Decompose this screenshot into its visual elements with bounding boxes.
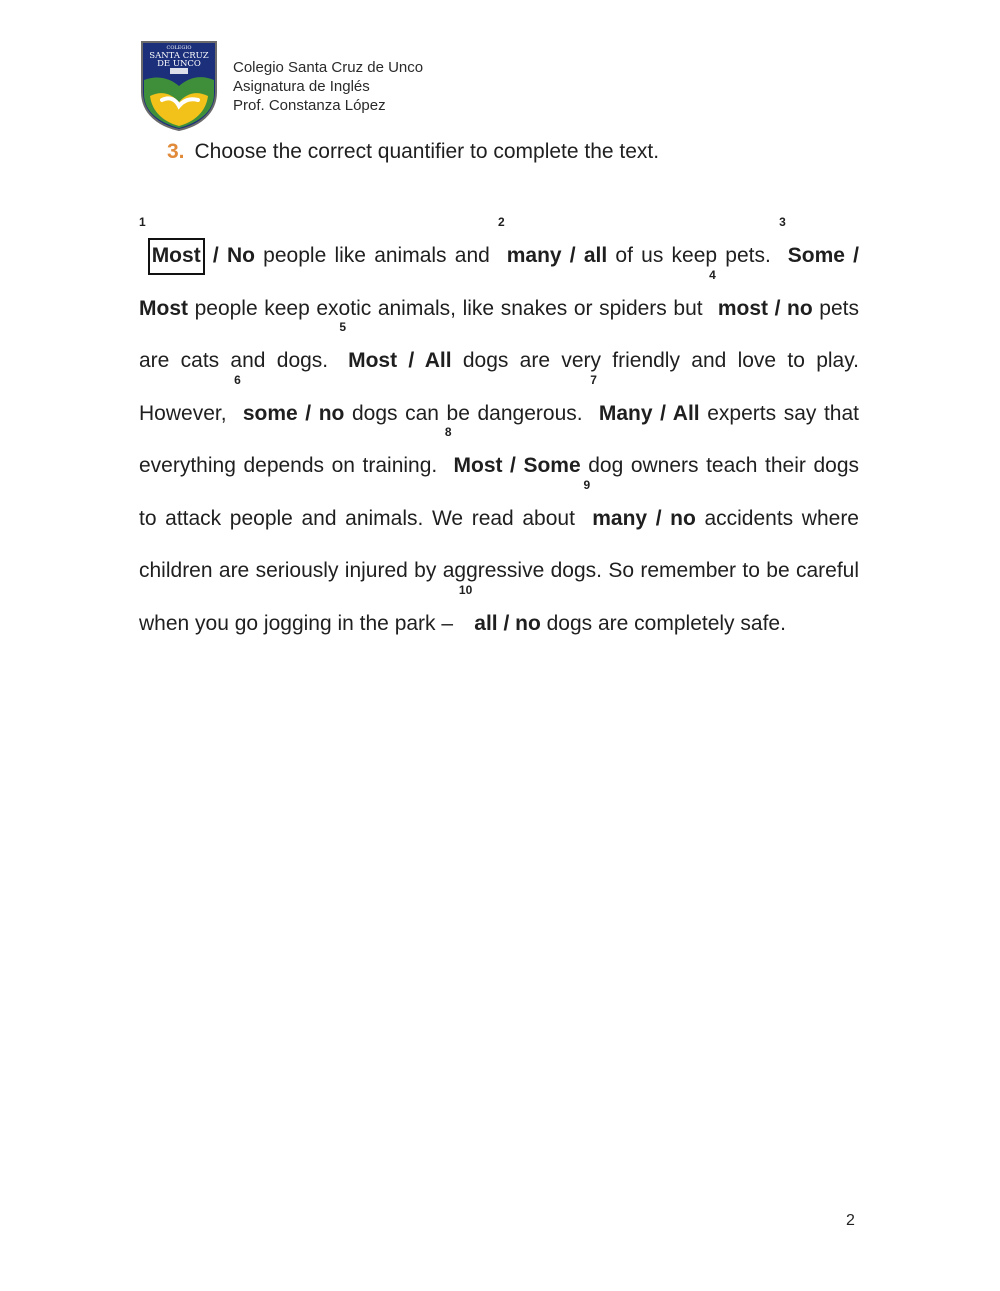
text-segment-3: people keep exotic animals, like snakes or spiders but [188, 296, 710, 320]
options-3[interactable]: Some / Most [139, 244, 859, 320]
blank-number-1: 1 [139, 215, 146, 229]
text-segment-7: experts say that everything depends on training. [139, 401, 859, 477]
teacher-name: Prof. Constanza López [233, 97, 386, 114]
text-segment-4: pets are cats and dogs. [139, 296, 859, 372]
school-crest-icon [140, 40, 218, 132]
text-segment-2: of us keep pets. [607, 244, 780, 267]
options-5[interactable]: Most / All [348, 349, 452, 372]
subject-name: Asignatura de Inglés [233, 78, 370, 95]
exercise-number: 3. [167, 140, 185, 163]
page-number: 2 [846, 1212, 855, 1229]
options-9[interactable]: many / no [592, 506, 696, 530]
options-6[interactable]: some / no [242, 401, 345, 425]
blank-number-2: 2 [498, 215, 505, 229]
instruction-text: Choose the correct quantifier to complete the text. [194, 140, 660, 163]
blank-number-7: 7 [590, 372, 597, 387]
options-4[interactable]: most / no [717, 296, 813, 320]
option-separator-1: / [204, 244, 227, 267]
blank-number-10: 10 [458, 582, 473, 597]
svg-text:DE UNCO: DE UNCO [157, 59, 201, 69]
text-segment-8: dog owners teach their dogs to attack people and animals. We read about [139, 454, 859, 530]
text-segment-6: dogs can be dangerous. [344, 401, 591, 425]
options-8[interactable]: Most / Some [453, 454, 581, 477]
text-segment-9: accidents where children are seriously injured by aggressive dogs. So remember to be careful when you go jogging in the park – [139, 506, 859, 635]
svg-text:COLEGIO: COLEGIO [166, 45, 192, 51]
selected-option-1[interactable]: Most [148, 238, 205, 275]
options-10[interactable]: all / no [474, 611, 541, 635]
blank-number-3: 3 [779, 215, 786, 229]
text-segment-10: dogs are completely safe. [540, 611, 786, 635]
text-segment-1: people like animals and [254, 244, 499, 267]
school-name: Colegio Santa Cruz de Unco [233, 59, 424, 76]
blank-number-4: 4 [709, 267, 716, 282]
svg-text:SANTA CRUZ: SANTA CRUZ [149, 51, 209, 61]
options-7[interactable]: Many / All [598, 401, 700, 425]
options-2[interactable]: many / all [506, 244, 608, 267]
blank-number-5: 5 [339, 320, 347, 334]
blank-number-9: 9 [583, 477, 591, 492]
blank-number-6: 6 [234, 372, 241, 387]
passage [139, 215, 859, 650]
text-segment-5: dogs are very friendly and love to play. However, [139, 349, 859, 425]
blank-number-8: 8 [444, 425, 452, 439]
option-1-alt[interactable]: No [226, 244, 255, 267]
exercise-instruction [167, 139, 659, 165]
school-info [233, 58, 423, 115]
